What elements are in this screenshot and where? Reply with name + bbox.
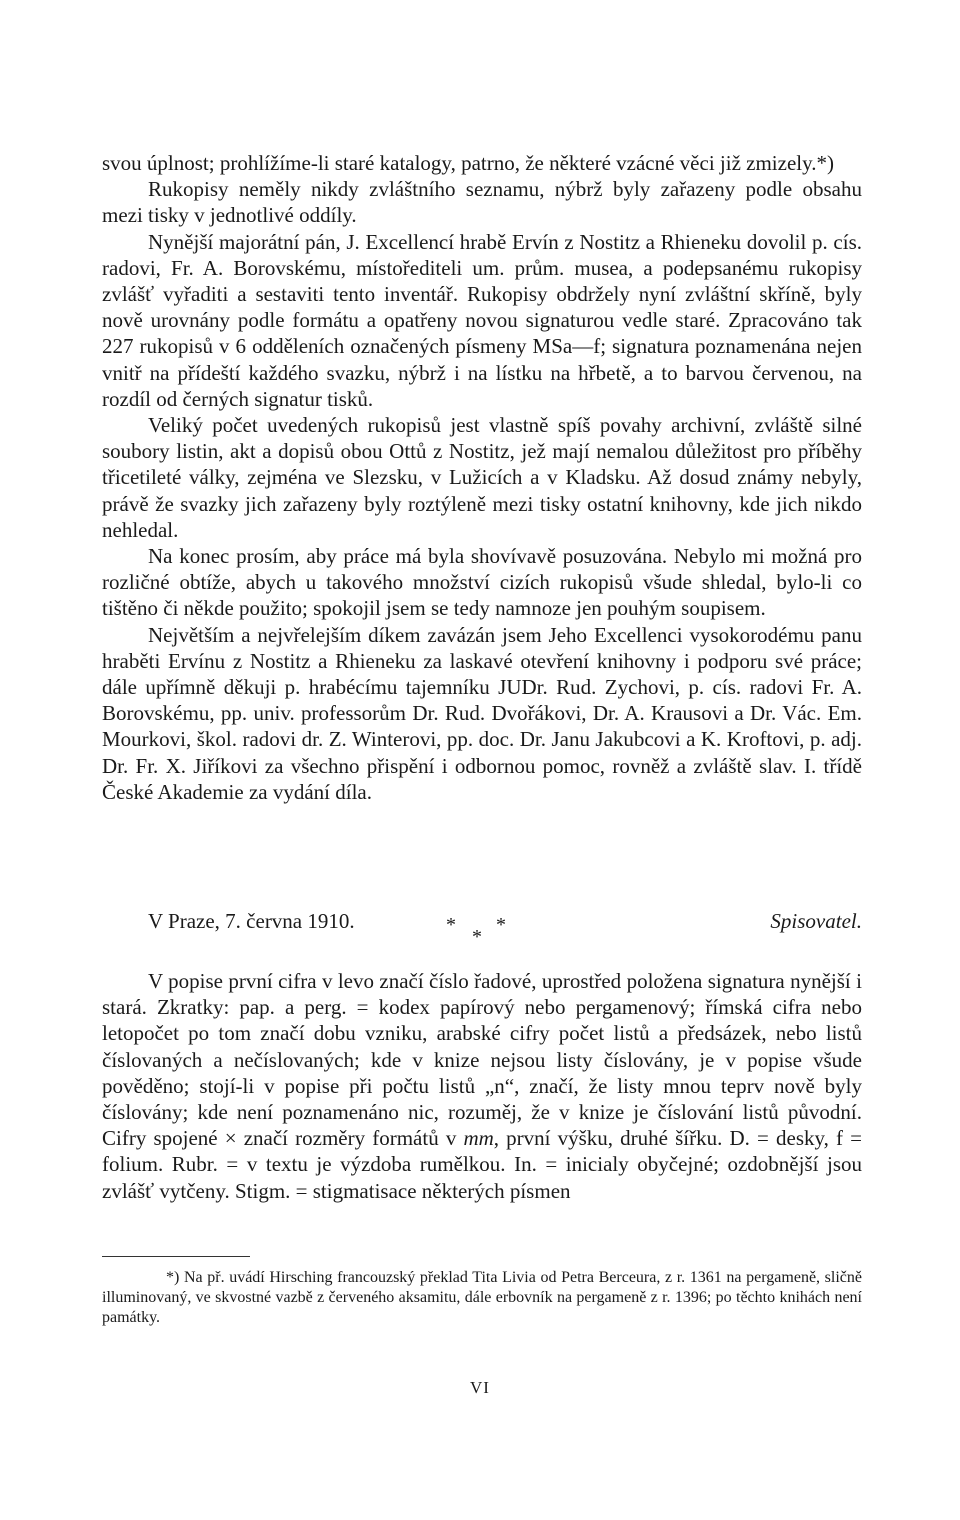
paragraph-archival: Veliký počet uvedených rukopisů jest vlastně spíš povahy archivní, zvláště silné soubory listin, akt a dopisů obou Ottů z Nostitz, jež mají nemalou důležitost pro příběhy třicetileté války, zejména ve Slezsku, v Lužicích a v Kladsku. Až dosud známy nebyly, právě že svazky jich zařazeny byly roztýleně mezi tisky ostatní knihovny, kde jich nikdo nehledal. [102, 413, 862, 542]
description-key [102, 968, 862, 1204]
asterisk-left: * [446, 914, 456, 936]
asterisk-right: * [496, 914, 506, 936]
paragraph-abbreviations [102, 968, 862, 1204]
paragraph-acknowledgements: Největším a nejvřelejším díkem zavázán jsem Jeho Excellenci vysokorodému panu hraběti Ervínu z Nostitz a Rhieneku za laskavé otevření knihovny i podporu své práce; dále upřímně děkuji p. hrabécímu tajemníku JUDr. Rud. Zychovi, p. cís. radovi Fr. A. Borovskému, pp. univ. professorům Dr. Rud. Dvořákovi, Dr. A. Krausovi a Dr. Vác. Em. Mourkovi, škol. radovi dr. Z. Winterovi, pp. doc. Dr. Janu Jakubcovi a K. Kroftovi, p. adj. Dr. Fr. X. Jiříkovi za všechno přispění i odbornou pomoc, rovněž a zvláště slav. I. třídě České Akademie za vydání díla. [102, 622, 862, 804]
abbreviations-text-end: , první výšku, druhé šířku. D. = desky, f = folium. Rubr. = v textu je výzdoba rumělkou. In. = inicialy obyčejné; ozdobnější jsou zvlášť vytčeny. Stigm. = stigmatisace některých písmen [102, 1126, 862, 1203]
place-date: V Praze, 7. června 1910. [148, 909, 355, 933]
abbreviations-text-start: V popise první cifra v levo značí číslo řadové, uprostřed položena signatura nynější i stará. Zkratky: pap. a perg. = kodex papírový nebo pergamenový; římská cifra nebo letopočet po tom značí dobu vzniku, arabské cifry počet listů a předsázek, nebo listů číslovaných a nečíslovaných; kde v knize nejsou listy číslovány, je v popise všude pověděno; stojí-li v popise při počtu listů „n“, značí, že listy mnou teprv nově byly číslovány; kde není poznamenáno nic, rozuměj, že v knize je číslování listů původní. Cifry spojené × značí rozměry formátů v [102, 969, 862, 1151]
author-signature: Spisovatel. [770, 909, 862, 933]
paragraph-intro: svou úplnost; prohlížíme-li staré katalogy, patrno, že některé vzácné věci již zmizely.*) [102, 151, 834, 175]
asterisk-center: * [472, 926, 482, 948]
footnotes [102, 1268, 862, 1328]
footnote-1: *) Na př. uvádí Hirsching francouzský překlad Tita Livia od Petra Berceura, z r. 1361 na pergameně, sličně illuminovaný, ve skvostné vazbě z červeného aksamitu, dále erbovník na pergameně z r. 1396; po těchto knihách není památky. [102, 1269, 862, 1326]
asterism [440, 914, 520, 954]
paragraph-inventory: Nynější majorátní pán, J. Excellencí hrabě Ervín z Nostitz a Rhieneku dovolil p. cís. radovi, Fr. A. Borovskému, místořediteli um. prům. musea, a podepsanému rukopisy zvlášť vyřaditi a sestaviti tento inventář. Rukopisy obdržely nyní zvláštní skříně, byly nově urovnány podle formátu a opatřeny novou signaturou vedle staré. Zpracováno tak 227 rukopisů v 6 odděleních označených písmeny MSa—f; signatura poznamenána nejen vnitř na přídeští každého svazku, nýbrž i na lístku na hřbetě, a to barvou červenou, na rozdíl od černých signatur tisků. [102, 229, 862, 411]
paragraph-manuscripts: Rukopisy neměly nikdy zvláštního seznamu, nýbrž byly zařazeny podle obsahu mezi tisky v jednotlivé oddíly. [102, 177, 862, 228]
main-text [102, 150, 862, 805]
page-number: VI [470, 1378, 490, 1397]
unit-mm: mm [463, 1126, 494, 1151]
paragraph-request: Na konec prosím, aby práce má byla shovívavě posuzována. Nebylo mi možná pro rozličné obtíže, abych u takového množství cizích rukopisů všude shledal, bylo-li co tištěno či někde použito; spokojil jsem se tedy namnoze jen pouhým soupisem. [102, 544, 862, 621]
footnote-divider [102, 1256, 250, 1257]
